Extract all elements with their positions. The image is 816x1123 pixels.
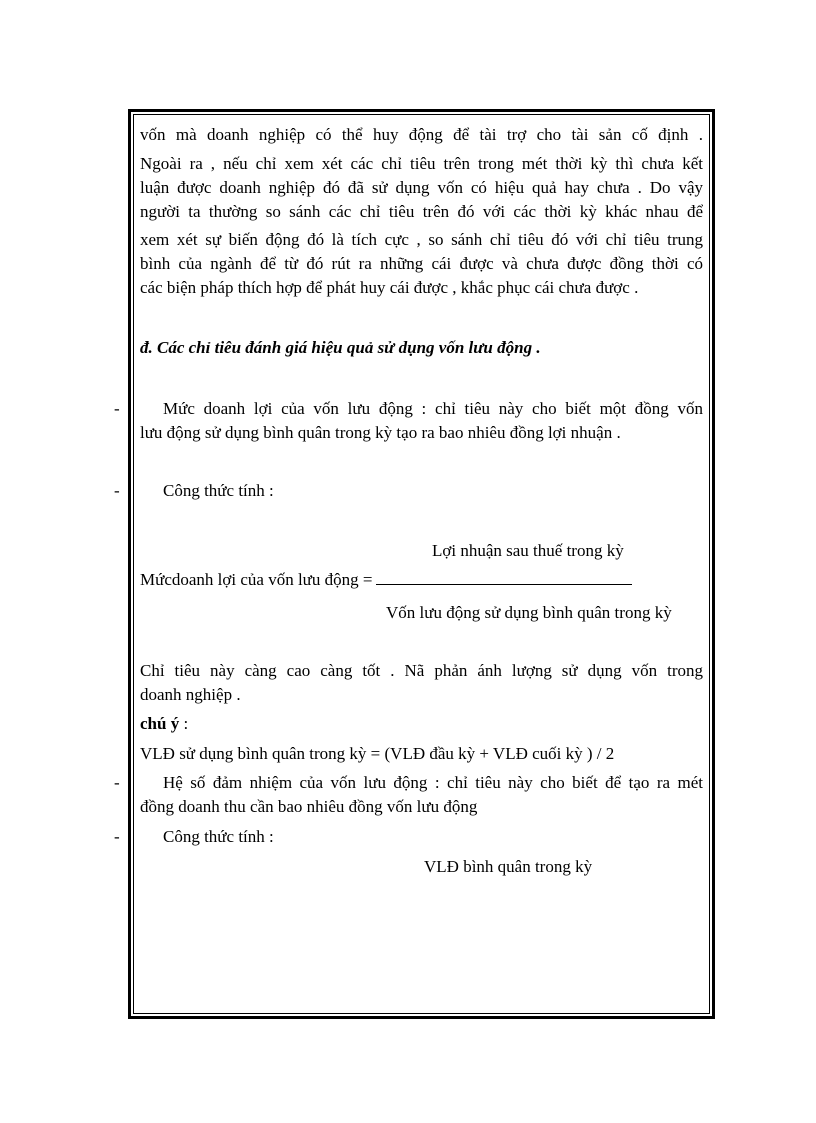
note-text: VLĐ sử dụng bình quân trong kỳ = (VLĐ đầu kỳ + VLĐ cuối kỳ ) / 2: [140, 744, 615, 763]
paragraph-line: Ngoài ra , nếu chỉ xem xét các chỉ tiêu trên trong mét thời kỳ thì chưa kết: [140, 154, 703, 173]
item-line: Hệ số đảm nhiệm của vốn lưu động : chỉ tiêu này cho biết để tạo ra mét: [163, 773, 703, 792]
paragraph-line: bình của ngành để từ đó rút ra những cái được và chưa được đồng thời có: [140, 254, 703, 273]
paragraph-line: Chỉ tiêu này càng cao càng tốt . Nã phản ánh lượng sử dụng vốn trong: [140, 661, 703, 680]
paragraph-line: luận được doanh nghiệp đó đã sử dụng vốn có hiệu quả hay chưa . Do vậy: [140, 178, 703, 197]
formula-numerator: VLĐ bình quân trong kỳ: [424, 857, 593, 876]
note-colon: :: [179, 714, 189, 733]
item-line: đồng doanh thu cần bao nhiêu đồng vốn lưu động: [140, 797, 478, 816]
formula-row: [140, 569, 632, 591]
fraction-line: [376, 569, 632, 585]
item-line: lưu động sử dụng bình quân trong kỳ tạo ra bao nhiêu đồng lợi nhuận .: [140, 423, 621, 442]
formula-denominator: Vốn lưu động sử dụng bình quân trong kỳ: [386, 603, 672, 622]
section-heading: đ. Các chỉ tiêu đánh giá hiệu quả sử dụng vốn lưu động .: [140, 338, 541, 357]
formula-lhs: Mứcdoanh lợi của vốn lưu động =: [140, 570, 373, 589]
formula-intro: Công thức tính :: [163, 827, 274, 846]
formula-numerator: Lợi nhuận sau thuế trong kỳ: [432, 541, 624, 560]
paragraph-line: doanh nghiệp .: [140, 685, 241, 704]
formula-intro: Công thức tính :: [163, 481, 274, 500]
note-label-line: [140, 713, 703, 735]
paragraph-line: vốn mà doanh nghiệp có thể huy động để tài trợ cho tài sản cố định .: [140, 125, 703, 144]
paragraph-line: các biện pháp thích hợp để phát huy cái được , khắc phục cái chưa được .: [140, 278, 639, 297]
paragraph-line: người ta thường so sánh các chỉ tiêu trên đó với các thời kỳ khác nhau để: [140, 202, 703, 221]
bullet-marker: -: [114, 827, 120, 846]
paragraph-line: xem xét sự biến động đó là tích cực , so sánh chỉ tiêu đó với chỉ tiêu trung: [140, 230, 703, 249]
bullet-marker: -: [114, 773, 120, 792]
note-label: chú ý: [140, 714, 180, 733]
bullet-marker: -: [114, 399, 120, 418]
bullet-marker: -: [114, 481, 120, 500]
item-line: Mức doanh lợi của vốn lưu động : chỉ tiêu này cho biết một đồng vốn: [163, 399, 703, 418]
